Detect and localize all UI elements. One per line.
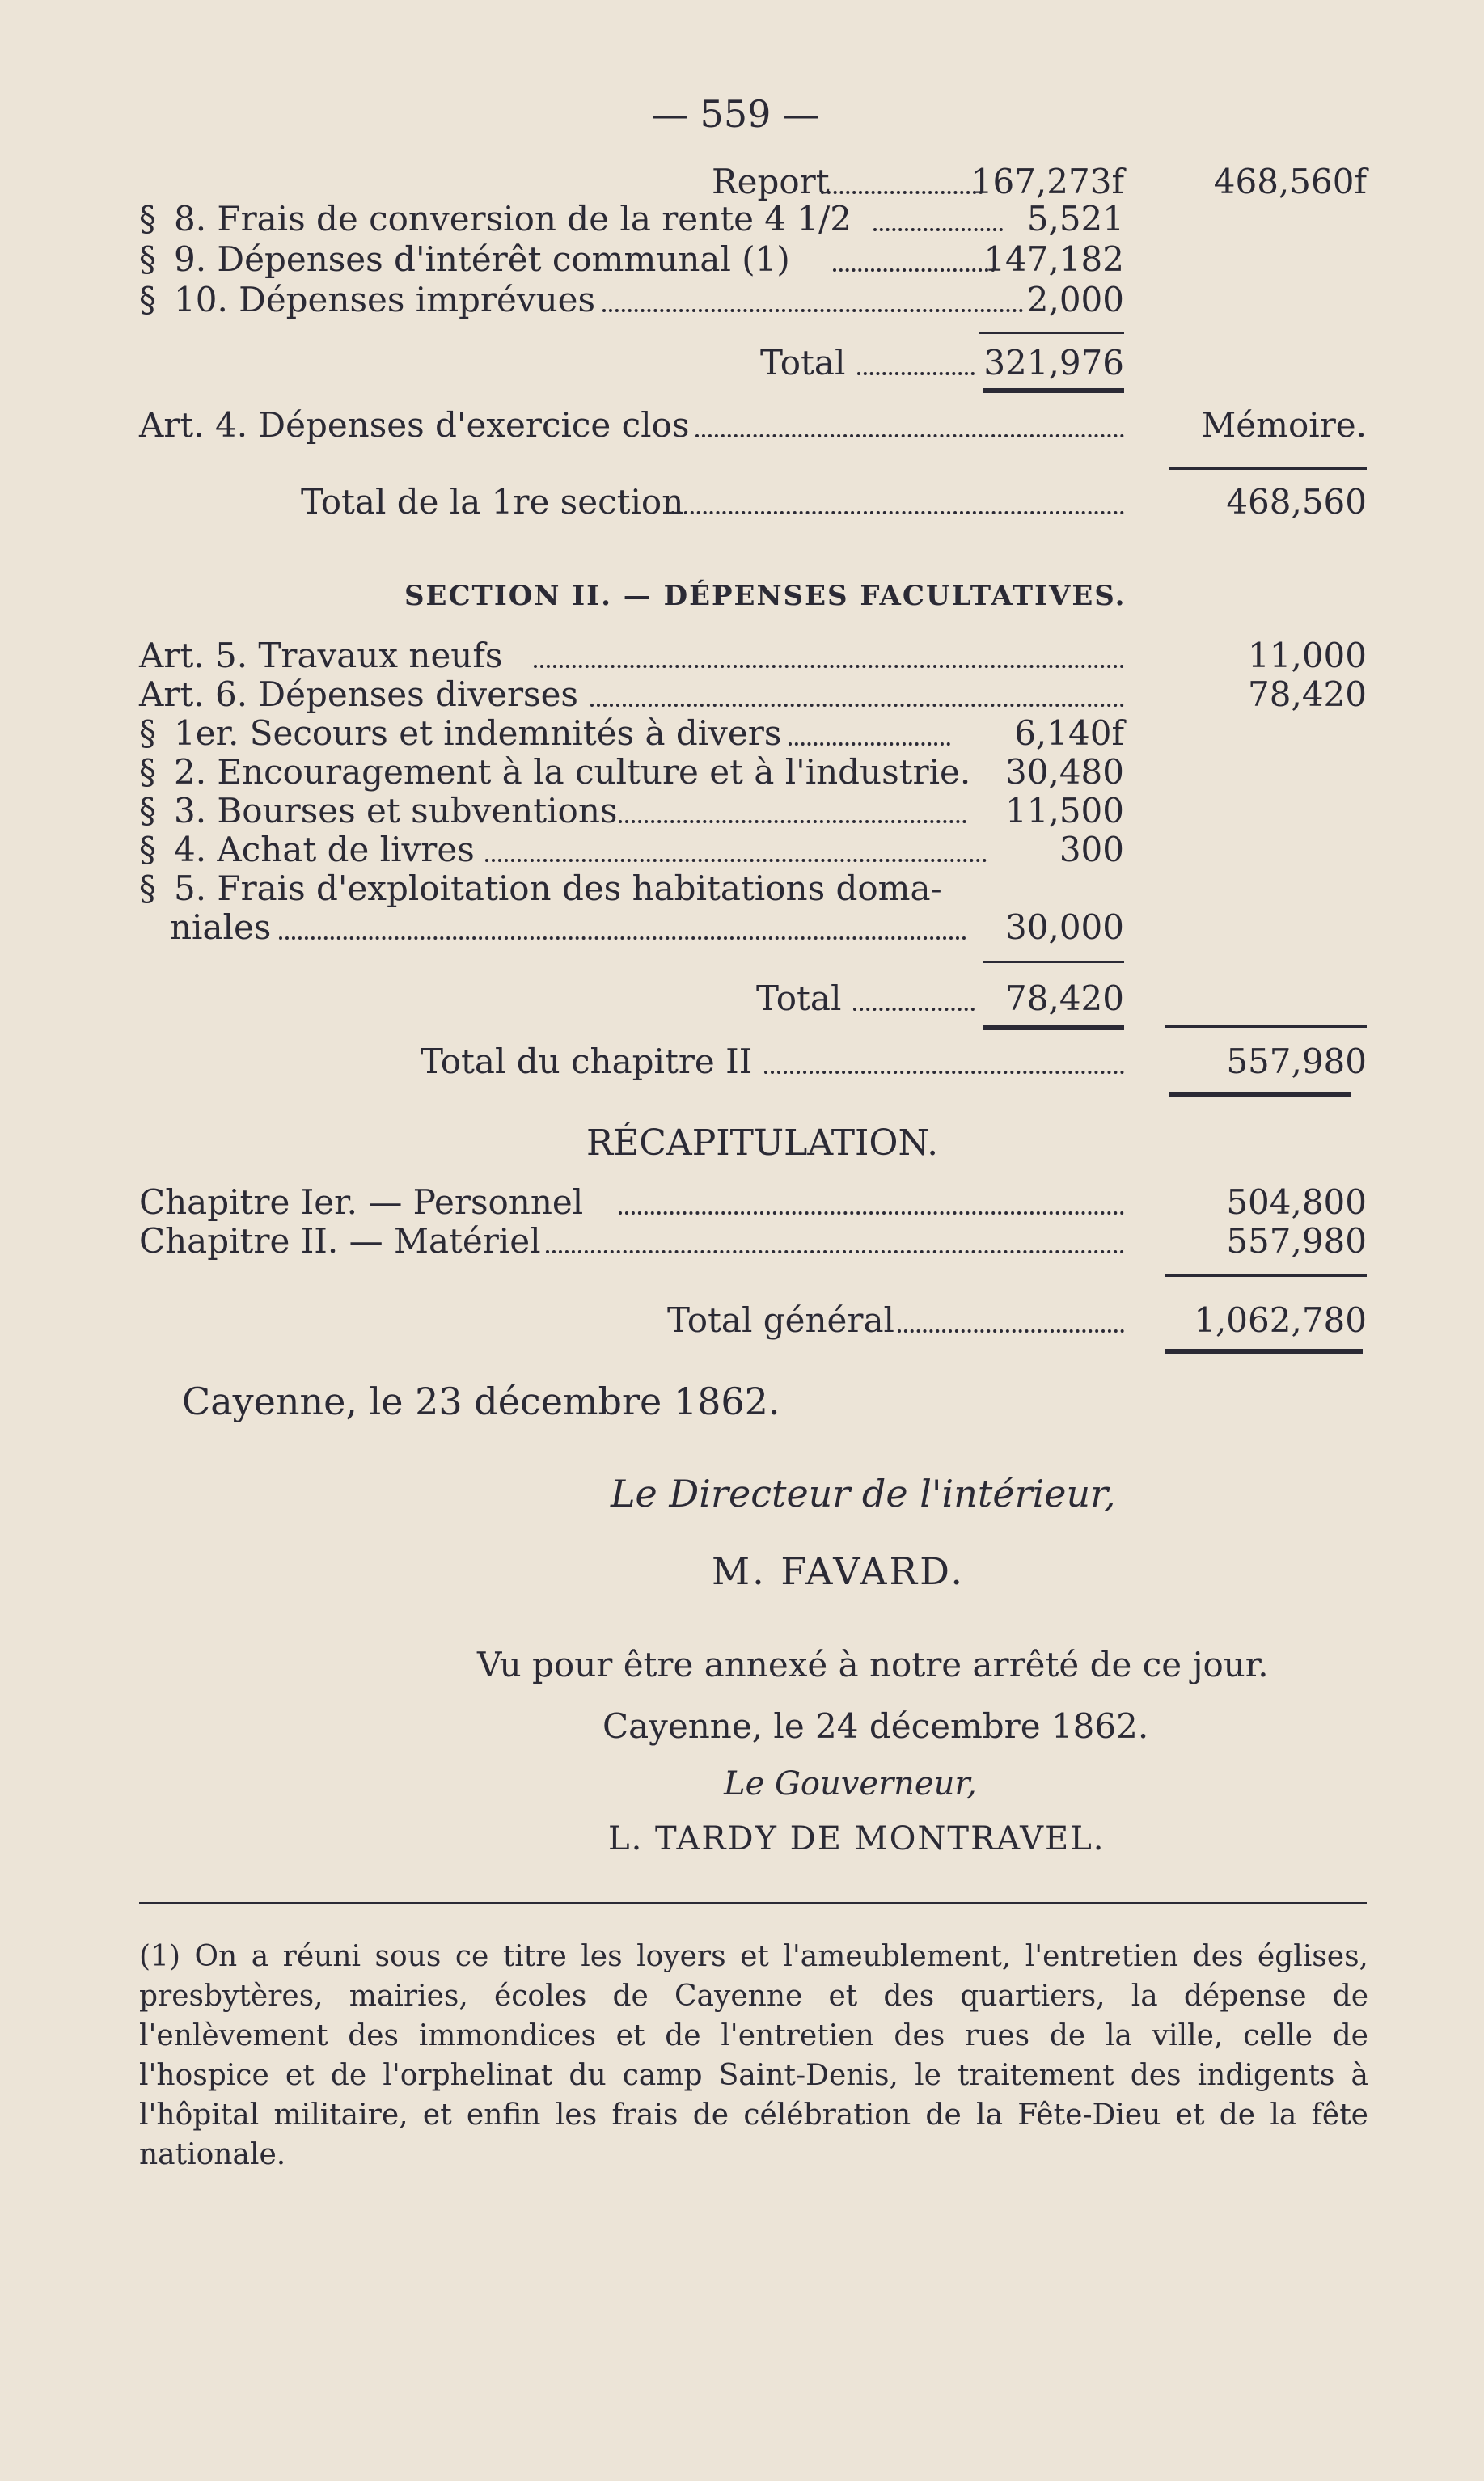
total-chapitre-value: 557,980: [1226, 1042, 1367, 1081]
report-label: Report: [712, 162, 830, 201]
total-section1-value: 468,560: [1226, 482, 1367, 522]
s2-item5-label: 5. Frais d'exploitation des habitations doma-: [174, 869, 942, 908]
total-section1-leader: [671, 511, 1124, 514]
item-10-label: 10. Dépenses imprévues: [174, 280, 596, 319]
report-value-2: 468,560f: [1213, 162, 1367, 201]
report-leader: [821, 191, 983, 194]
total-general-leader: [898, 1329, 1124, 1333]
recap-chapitre2-leader: [546, 1250, 1124, 1253]
directeur-name: M. FAVARD.: [712, 1549, 966, 1593]
s2-item1-value: 6,140f: [1014, 713, 1124, 753]
recap-title: RÉCAPITULATION.: [586, 1122, 939, 1164]
place-date-2: Cayenne, le 24 décembre 1862.: [602, 1706, 1149, 1746]
s2-item1-label: 1er. Secours et indemnités à divers: [174, 713, 782, 753]
art6-leader: [590, 704, 1124, 707]
rule-general-bottom: [1165, 1349, 1363, 1354]
s2-item4-leader: [485, 859, 987, 862]
s2-item4-marker: §: [139, 830, 156, 869]
s2-item1-leader: [789, 742, 950, 746]
recap-chapitre2-label: Chapitre II. — Matériel: [139, 1221, 541, 1261]
total1-value: 321,976: [983, 343, 1124, 383]
art5-label: Art. 5. Travaux neufs: [139, 636, 503, 675]
s2-item2-label: 2. Encouragement à la culture et à l'industrie.: [174, 752, 971, 792]
gouverneur-name: L. TARDY DE MONTRAVEL.: [608, 1820, 1106, 1858]
s2-item3-leader: [619, 820, 966, 823]
recap-chapitre1-leader: [619, 1211, 1124, 1215]
section2-title: SECTION II. — DÉPENSES FACULTATIVES.: [404, 580, 1127, 612]
s2-item3-value: 11,500: [1005, 791, 1124, 831]
s2-item5-cont-label: niales: [170, 907, 272, 947]
item-10-marker: §: [139, 280, 156, 319]
total1-label: Total: [760, 343, 846, 383]
report-value-1: 167,273f: [970, 162, 1124, 201]
gouverneur-title: Le Gouverneur,: [724, 1765, 977, 1803]
total-section1-label: Total de la 1re section: [301, 482, 684, 522]
item-9-value: 147,182: [983, 239, 1124, 279]
rule-total1: [979, 332, 1124, 334]
art4-leader: [695, 434, 1124, 437]
rule-general-top: [1165, 1274, 1367, 1277]
recap-chapitre1-label: Chapitre Ier. — Personnel: [139, 1182, 584, 1222]
footnote-separator: [139, 1902, 1367, 1904]
total2-value: 78,420: [1005, 978, 1124, 1018]
s2-item3-label: 3. Bourses et subventions: [174, 791, 618, 831]
rule-chapitre-bottom: [1169, 1092, 1351, 1097]
footnote: (1) On a réuni sous ce titre les loyers et l'ameublement, l'entretien des églises, presbytères, mairies, écoles de Cayenne et des quartiers, la dépense de l'enlèvement des immondices et de l'entretien des rues de la ville, celle de l'hospice et de l'orphelinat du camp Saint-Denis, le traitement des indigents à l'hôpital militaire, et enfin les frais de célébration de la Fête-Dieu et de la fête nationale.: [139, 1940, 1368, 2171]
rule-total2-bottom: [983, 1025, 1124, 1030]
rule-section1: [1169, 467, 1367, 470]
total-chapitre-label: Total du chapitre II: [421, 1042, 753, 1081]
vu-text: Vu pour être annexé à notre arrêté de ce jour.: [477, 1645, 1269, 1684]
art4-value: Mémoire.: [1201, 405, 1367, 445]
total2-leader: [853, 1008, 975, 1011]
page-number: — 559 —: [651, 92, 821, 136]
item-9-marker: §: [139, 239, 156, 279]
item-8-label: 8. Frais de conversion de la rente 4 1/2: [174, 199, 852, 239]
item-10-leader: [602, 309, 1023, 312]
s2-item5-cont-value: 30,000: [1005, 907, 1124, 947]
rule-chapitre-top: [1165, 1025, 1367, 1028]
item-8-marker: §: [139, 199, 156, 239]
recap-chapitre1-value: 504,800: [1226, 1182, 1367, 1222]
item-8-value: 5,521: [1026, 199, 1124, 239]
rule-total1-bottom: [983, 388, 1124, 393]
total2-label: Total: [756, 978, 842, 1018]
s2-item2-marker: §: [139, 752, 156, 792]
total-general-label: Total général: [667, 1300, 894, 1340]
s2-item4-value: 300: [1059, 830, 1124, 869]
art4-label: Art. 4. Dépenses d'exercice clos: [139, 405, 690, 445]
s2-item4-label: 4. Achat de livres: [174, 830, 475, 869]
directeur-title: Le Directeur de l'intérieur,: [611, 1472, 1116, 1515]
s2-item3-marker: §: [139, 791, 156, 831]
total-chapitre-leader: [764, 1071, 1124, 1074]
total1-leader: [857, 372, 975, 375]
art5-value: 11,000: [1248, 636, 1367, 675]
art6-value: 78,420: [1248, 674, 1367, 714]
s2-item5-marker: §: [139, 869, 156, 908]
item-10-value: 2,000: [1026, 280, 1124, 319]
s2-item2-value: 30,480: [1005, 752, 1124, 792]
rule-total2: [983, 961, 1124, 963]
item-9-label: 9. Dépenses d'intérêt communal (1): [174, 239, 790, 279]
art6-label: Art. 6. Dépenses diverses: [139, 674, 578, 714]
s2-item1-marker: §: [139, 713, 156, 753]
recap-chapitre2-value: 557,980: [1226, 1221, 1367, 1261]
s2-item5-cont-leader: [279, 936, 966, 940]
total-general-value: 1,062,780: [1194, 1300, 1367, 1340]
place-date: Cayenne, le 23 décembre 1862.: [182, 1380, 780, 1423]
art5-leader: [534, 665, 1124, 668]
